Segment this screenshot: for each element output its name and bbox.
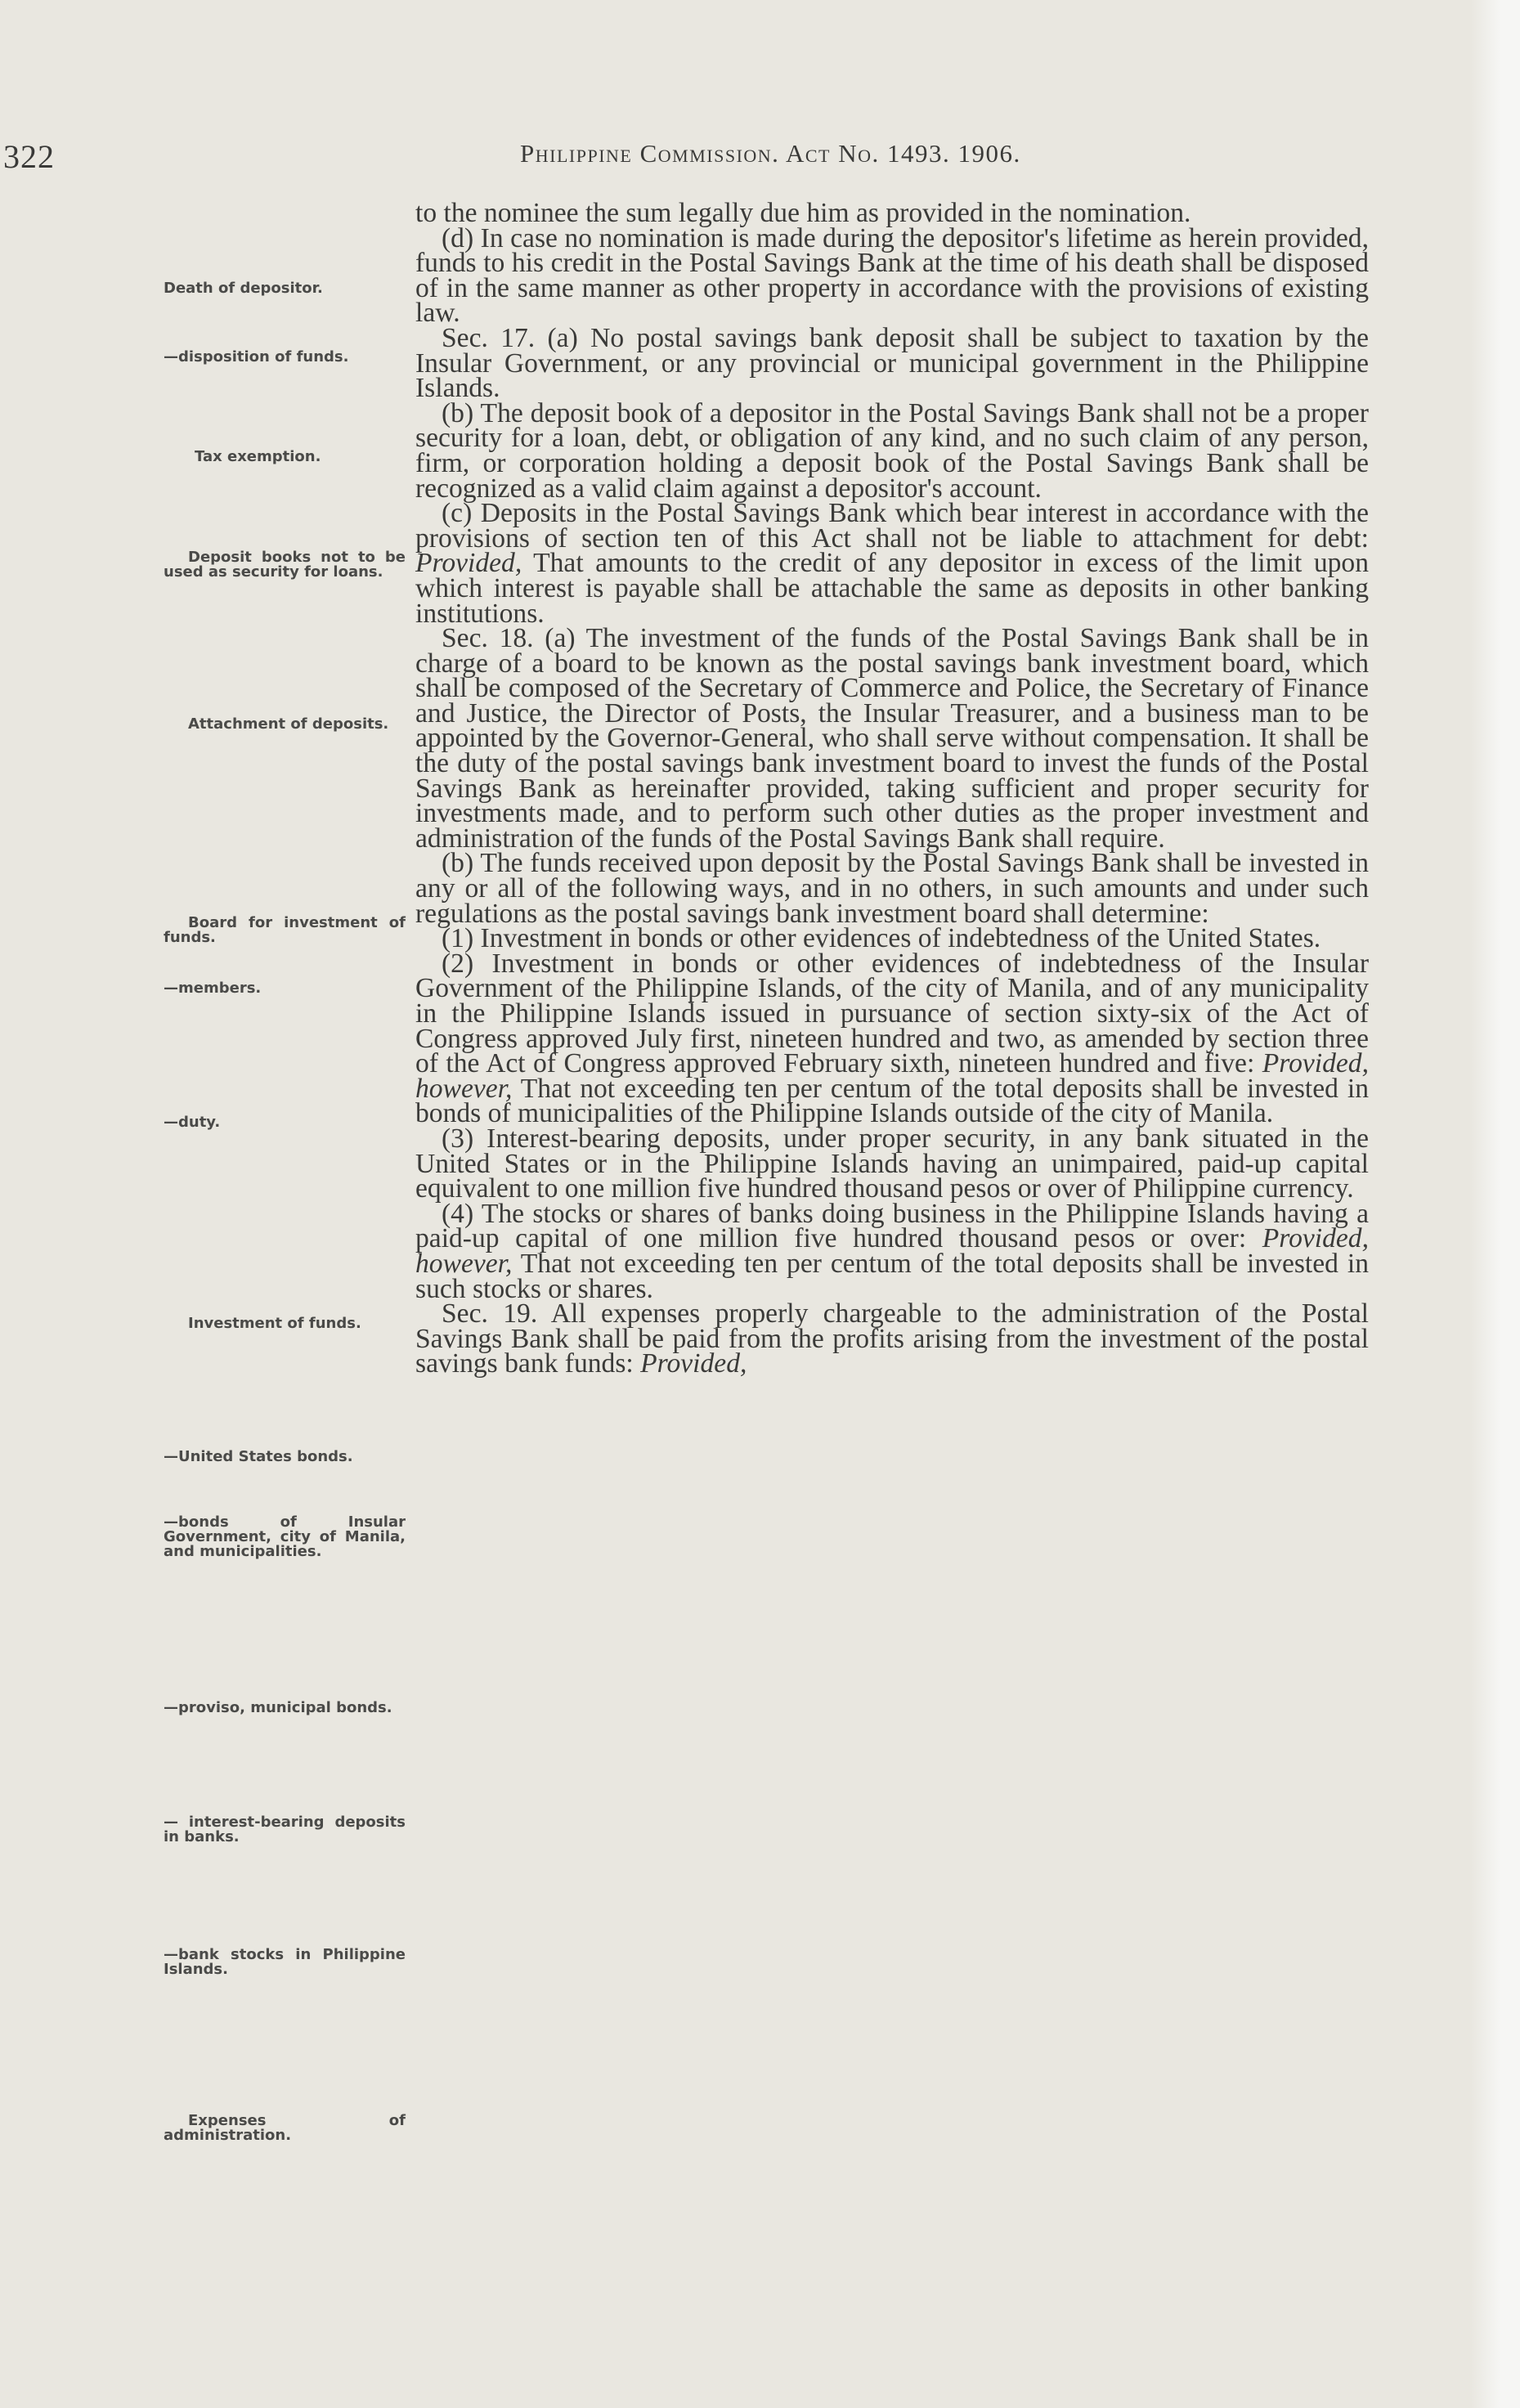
paragraph: (1) Investment in bonds or other evidences of indebtedness of the United States. [442, 923, 1321, 954]
paragraph-text: (c) Deposits in the Postal Savings Bank which bear interest in accordance with the provisions of section ten of this Act shall not be liable to attachment for debt: [415, 498, 1369, 554]
paragraph [415, 1298, 1369, 1379]
paragraph-text: That not exceeding ten per centum of the total deposits shall be invested in bonds of municipalities of the Philippine Islands outside of the city of Manila. [415, 1073, 1369, 1129]
paragraph: Sec. 17. (a) No postal savings bank deposit shall be subject to taxation by the Insular Government, or any provincial or municipal government in the Philippine Islands. [415, 322, 1369, 404]
paragraph-text: (2) Investment in bonds or other evidences of indebtedness of the Insular Government of the Philippine Islands, of the city of Manila, and of any municipality in the Philippine Islands issued in pursuance of section sixty-six of the Act of Congress approved July first, nineteen hundred and two, as amended by section three of the Act of Congress approved February sixth, nineteen hundred and five: [415, 948, 1369, 1079]
paragraph [415, 948, 1369, 1129]
paragraph-text: Sec. 19. All expenses properly chargeable to the administration of the Postal Savings Bank shall be paid from the profits arising from the investment of the postal savings bank funds: [415, 1298, 1369, 1379]
margin-note-bank-stocks: —bank stocks in Philippine Islands. [164, 1946, 406, 1978]
proviso-word: Provided, [640, 1348, 747, 1379]
margin-note-united-states-bonds: —United States bonds. [164, 1448, 353, 1465]
proviso-word: Provided, however, [415, 1048, 1369, 1104]
margin-note-expenses-of-administration: Expenses of administration. [164, 2112, 406, 2144]
margin-note-duty: —duty. [164, 1114, 221, 1131]
paragraph: (b) The deposit book of a depositor in the Postal Savings Bank shall not be a proper security for a loan, debt, or obligation of any kind, and no such claim of any person, firm, or corporation holding a deposit book of the Postal Savings Bank shall be recognized as a valid claim against a depositor's account. [415, 397, 1369, 504]
paragraph-text: That not exceeding ten per centum of the total deposits shall be invested in such stocks or shares. [415, 1248, 1369, 1304]
paragraph [415, 498, 1369, 629]
proviso-word: Provided, [415, 548, 522, 579]
proviso-word: Provided, however, [415, 1223, 1369, 1279]
margin-note-tax-exemption: Tax exemption. [195, 448, 321, 465]
paragraph: Sec. 18. (a) The investment of the funds of the Postal Savings Bank shall be in charge of a board to be known as the postal savings bank investment board, which shall be composed of the Secretary of Commerce and Police, the Secretary of Finance and Justice, the Director of Posts, the Insular Treasurer, and a business man to be appointed by the Governor-General, who shall serve without compensation. It shall be the duty of the postal savings bank investment board to invest the funds of the Postal Savings Bank as hereinafter provided, taking sufficient and proper security for investments made, and to perform such other duties as the proper investment and administration of the funds of the Postal Savings Bank shall require. [415, 623, 1369, 854]
body-text [415, 198, 1369, 1379]
running-head: Philippine Commission. Act No. 1493. 1906. [520, 139, 1021, 168]
margin-note-insular-bonds: —bonds of Insular Government, city of Manila, and municipalities. [164, 1513, 406, 1560]
margin-note-investment-of-funds: Investment of funds. [188, 1315, 361, 1332]
paragraph [415, 1198, 1369, 1304]
margin-note-death-of-depositor: Death of depositor. [164, 280, 323, 297]
paragraph: to the nominee the sum legally due him as provided in the nomination. [415, 198, 1191, 228]
page-edge-shadow [1471, 0, 1520, 2408]
page-number: 322 [3, 138, 55, 175]
margin-note-interest-bearing-deposits: — interest-bearing deposits in banks. [164, 1814, 406, 1845]
margin-note-attachment-of-deposits: Attachment of deposits. [188, 715, 389, 733]
paragraph-text: (4) The stocks or shares of banks doing business in the Philippine Islands having a paid-up capital of one million five hundred thousand pesos or over: [415, 1198, 1369, 1254]
paragraph: (3) Interest-bearing deposits, under proper security, in any bank situated in the United States or in the Philippine Islands having an unimpaired, paid-up capital equivalent to one million five hundred thousand pesos or over of Philippine currency. [415, 1123, 1369, 1204]
margin-note-proviso-municipal-bonds: —proviso, municipal bonds. [164, 1699, 392, 1716]
margin-note-members: —members. [164, 980, 262, 997]
paragraph: (b) The funds received upon deposit by the Postal Savings Bank shall be invested in any or all of the following ways, and in no others, in such amounts and under such regulations as the postal savings bank investment board shall determine: [415, 848, 1369, 929]
paragraph-text: That amounts to the credit of any depositor in excess of the limit upon which interest is payable shall be attachable the same as deposits in other banking institutions. [415, 548, 1369, 629]
paragraph: (d) In case no nomination is made during the depositor's lifetime as herein provided, funds to his credit in the Postal Savings Bank at the time of his death shall be disposed of in the same manner as other property in accordance with the provisions of existing law. [415, 222, 1369, 329]
margin-note-disposition-of-funds: —disposition of funds. [164, 348, 349, 365]
margin-note-deposit-books: Deposit books not to be used as security for loans. [164, 549, 406, 581]
margin-note-board-for-investment: Board for investment of funds. [164, 914, 406, 946]
